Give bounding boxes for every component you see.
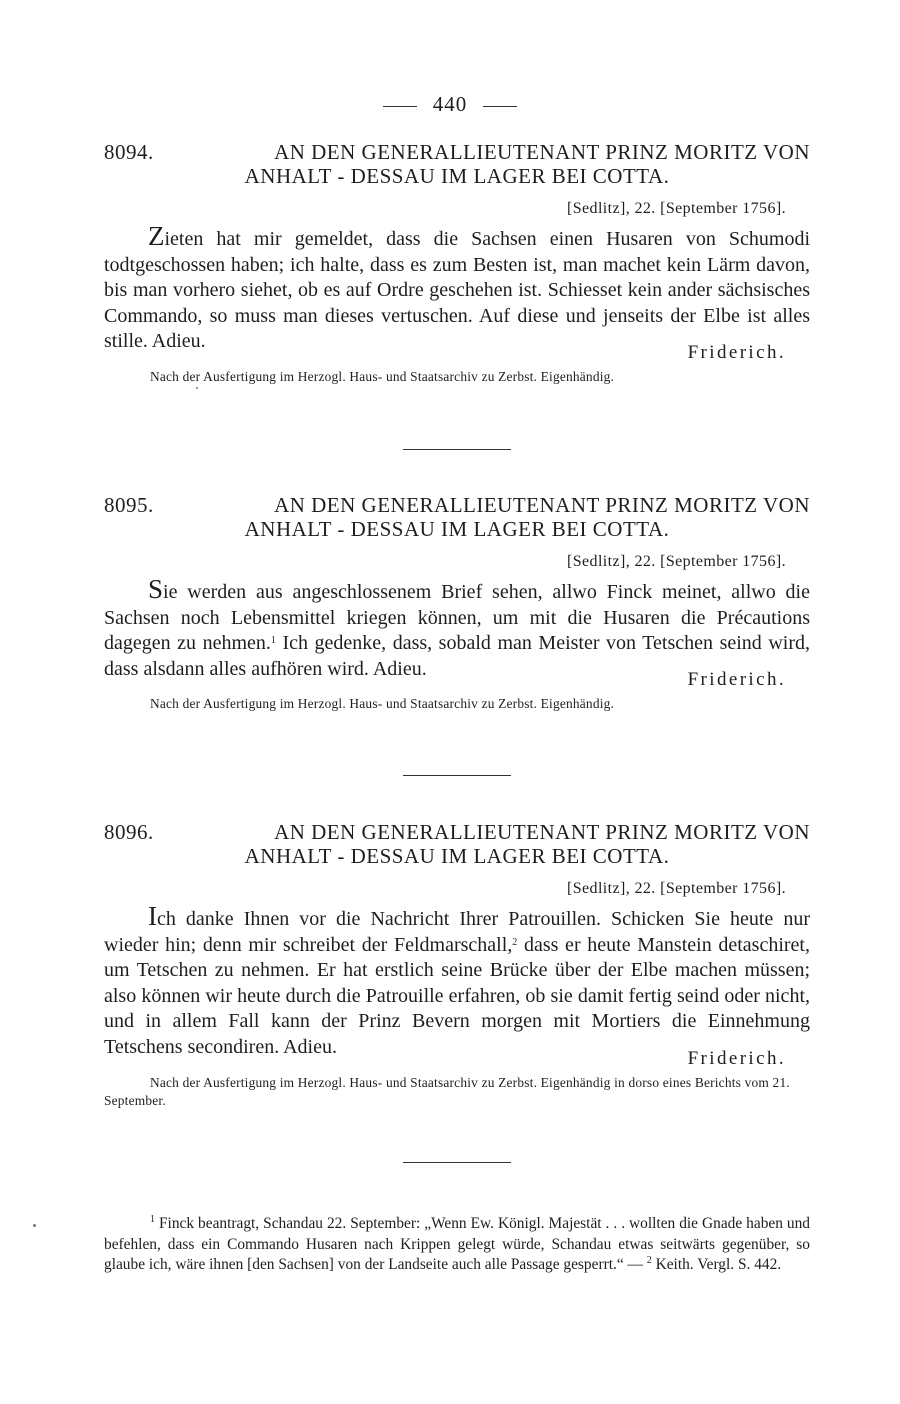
body-text: dass er heute Manstein detaschiret, um Tetschen zu nehmen. Er hat erstlich seine Brücke über der Elbe machen müssen; also können wir heute durch die Patrouille erfahren, ob sie damit fertig seind oder nicht, und in allem Fall kann der Prinz Bevern morgen mit Mortiers die Einnehmung Tetschens secondiren. Adieu. bbox=[104, 933, 810, 1058]
heading-line-1: AN DEN GENERALLIEUTENANT PRINZ MORITZ VON bbox=[274, 820, 810, 844]
letter-body bbox=[104, 574, 810, 682]
source-note: Nach der Ausfertigung im Herzogl. Haus- und Staatsarchiv zu Zerbst. Eigenhändig. bbox=[150, 696, 615, 712]
separator-rule bbox=[403, 775, 511, 776]
letter-heading bbox=[104, 820, 810, 868]
footnote-ref[interactable]: 1 bbox=[270, 635, 276, 647]
body-text: ie werden aus angeschlossenem Brief sehen, allwo Finck meinet, allwo die Sachsen noch Lebensmittel kriegen können, um mit die Husaren die Précautions dagegen zu nehmen. bbox=[104, 581, 810, 655]
letter-body bbox=[104, 901, 810, 1061]
footnote-text: Keith. Vergl. S. 442. bbox=[651, 1256, 782, 1274]
letter-8095 bbox=[104, 493, 810, 713]
letter-8096 bbox=[104, 820, 810, 1110]
heading-line-1: AN DEN GENERALLIEUTENANT PRINZ MORITZ VON bbox=[274, 493, 810, 517]
dash-left bbox=[383, 106, 417, 107]
dash-right bbox=[483, 106, 517, 107]
footnotes bbox=[104, 1214, 810, 1276]
heading-line-1: AN DEN GENERALLIEUTENANT PRINZ MORITZ VON bbox=[274, 140, 810, 164]
initial-letter: Z bbox=[148, 221, 165, 251]
footnote-text: Finck beantragt, Schandau 22. September: „Wenn Ew. Königl. Majestät . . . wollten die Gnade haben und befehlen, dass ein Commando Husaren nach Krippen gelegt würde, Schandau etwas seitwärts gegenüber, so glaube ich, wäre ihnen [den Sachsen] von der Landseite auch alle Passage gesperrt.“ — bbox=[104, 1215, 810, 1274]
initial-letter: I bbox=[148, 901, 157, 931]
body-text: Ich gedenke, dass, sobald man Meister von Tetschen seind wird, dass alsdann alles aufhören wird. Adieu. bbox=[104, 632, 810, 680]
footnote-ref[interactable]: 2 bbox=[512, 936, 518, 948]
margin-speck bbox=[196, 387, 198, 389]
dateline: [Sedlitz], 22. [September 1756]. bbox=[567, 880, 786, 897]
body-text: ieten hat mir gemeldet, dass die Sachsen einen Husaren von Schumodi todtgeschossen haben; ich halte, dass es zum Besten ist, man machet kein Lärm davon, bis man vorhero siehet, ob es auf Ordre geschehen ist. Schiesset kein ander sächsisches Commando, so muss man dieses vertuschen. Auf diese und jenseits der Elbe ist alles stille. Adieu. bbox=[104, 228, 810, 353]
letter-body bbox=[104, 221, 810, 355]
letter-number: 8095. bbox=[104, 493, 154, 517]
initial-letter: S bbox=[148, 574, 164, 604]
signature: Friderich. bbox=[687, 341, 786, 363]
footnote-marker: 1 bbox=[150, 1214, 155, 1225]
letter-number: 8094. bbox=[104, 140, 154, 164]
letter-8094 bbox=[104, 140, 810, 386]
signature: Friderich. bbox=[687, 669, 786, 691]
letter-heading bbox=[104, 140, 810, 188]
page-number: 440 bbox=[432, 92, 468, 116]
separator-rule bbox=[403, 449, 511, 450]
dateline: [Sedlitz], 22. [September 1756]. bbox=[567, 553, 786, 570]
margin-speck bbox=[33, 1224, 36, 1227]
body-text: ch danke Ihnen vor die Nachricht Ihrer Patrouillen. Schicken Sie heute nur wieder hin; denn mir schreibet der Feldmarschall, bbox=[104, 908, 810, 956]
page-number-line bbox=[0, 92, 900, 117]
source-note: Nach der Ausfertigung im Herzogl. Haus- und Staatsarchiv zu Zerbst. Eigenhändig in dorso eines Berichts vom 21. September. bbox=[104, 1074, 790, 1108]
heading-line-2: ANHALT - DESSAU IM LAGER BEI COTTA. bbox=[244, 164, 670, 188]
heading-line-2: ANHALT - DESSAU IM LAGER BEI COTTA. bbox=[244, 517, 670, 541]
source-note: Nach der Ausfertigung im Herzogl. Haus- und Staatsarchiv zu Zerbst. Eigenhändig. bbox=[150, 368, 615, 384]
letter-number: 8096. bbox=[104, 820, 154, 844]
dateline: [Sedlitz], 22. [September 1756]. bbox=[567, 200, 786, 217]
letter-heading bbox=[104, 493, 810, 541]
footnote-marker: 2 bbox=[646, 1255, 652, 1267]
heading-line-2: ANHALT - DESSAU IM LAGER BEI COTTA. bbox=[244, 844, 670, 868]
signature: Friderich. bbox=[687, 1047, 786, 1069]
separator-rule bbox=[403, 1162, 511, 1163]
